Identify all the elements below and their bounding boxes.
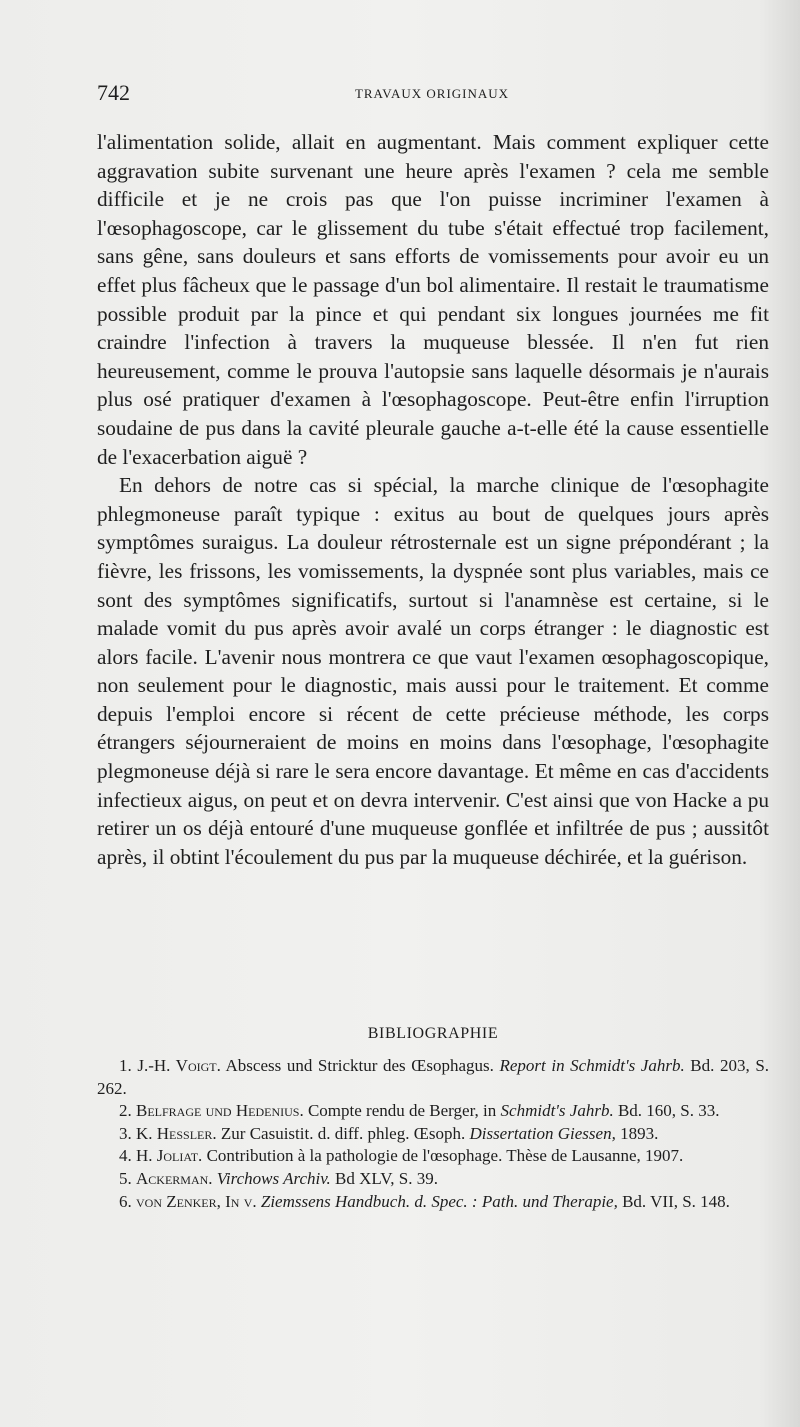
bibliography-list xyxy=(97,1055,769,1213)
bibliography-item xyxy=(97,1191,769,1214)
bibliography-title: BIBLIOGRAPHIE xyxy=(367,1025,499,1042)
page-header xyxy=(97,80,767,110)
paragraph: En dehors de notre cas si spécial, la marche clinique de l'œsophagite phlegmoneuse paraît typique : exitus au bout de quelques jours après symptômes suraigus. La douleur rétrosternale est un signe prépondérant ; la fièvre, les frissons, les vomissements, la dyspnée sont plus variables, mais ce sont des symptômes significatifs, surtout si l'anamnèse est certaine, si le malade vomit du pus après avoir avalé un corps étranger : le diagnostic est alors facile. L'avenir nous montrera ce que vaut l'examen œsophagoscopique, non seulement pour le diagnostic, mais aussi pour le traitement. Et comme depuis l'emploi encore si récent de cette précieuse méthode, les corps étrangers séjourneraient de moins en moins dans l'œsophage, l'œsophagite plegmoneuse déjà si rare le sera encore davantage. Et même en cas d'accidents infectieux aigus, on peut et on devra intervenir. C'est ainsi que von Hacke a pu retirer un os déjà entouré d'une muqueuse gonflée et infiltrée de pus ; aussitôt après, il obtint l'écoulement du pus par la muqueuse déchirée, et la guérison. xyxy=(97,473,769,869)
ref-author: H. Joliat. xyxy=(136,1146,203,1166)
body-text xyxy=(97,128,769,871)
ref-number: 3. xyxy=(119,1123,132,1143)
bibliography-item xyxy=(97,1145,769,1168)
ref-text: Abscess und Stricktur des Œsophagus. xyxy=(225,1056,494,1075)
ref-author: J.-H. Voigt. xyxy=(137,1056,221,1075)
bibliography-item xyxy=(97,1168,769,1191)
ref-source: Dissertation Giessen, xyxy=(469,1123,616,1143)
ref-text: Compte rendu de Berger, in xyxy=(307,1101,497,1121)
ref-details: 1893. xyxy=(620,1123,659,1143)
bibliography-item xyxy=(97,1123,769,1146)
running-title: TRAVAUX ORIGINAUX xyxy=(354,86,510,101)
bibliography-item xyxy=(97,1100,769,1123)
bibliography-item xyxy=(97,1055,769,1100)
ref-details: Bd. 160, S. 33. xyxy=(617,1101,720,1121)
ref-number: 6. xyxy=(119,1191,132,1211)
ref-author: Ackerman. xyxy=(136,1168,213,1188)
ref-source: Ziemssens Handbuch. d. Spec. : Path. und Therapie, xyxy=(260,1191,618,1211)
ref-number: 2. xyxy=(119,1101,132,1121)
ref-author: K. Hessler. xyxy=(136,1123,217,1143)
page-number: 742 xyxy=(97,80,130,105)
ref-source: Report in Schmidt's Jahrb. xyxy=(499,1056,685,1075)
ref-details: Bd. 203, S. 262. xyxy=(97,1056,770,1098)
paragraph: l'alimentation solide, allait en augmentant. Mais comment expliquer cette aggravation subite survenant une heure après l'examen ? cela me semble difficile et je ne crois pas que l'on puisse incriminer l'examen à l'œsophagoscope, car le glissement du tube s'était effectué trop facilement, sans gêne, sans douleurs et sans efforts de vomissements pour avoir eu un effet plus fâcheux que le passage d'un bol alimentaire. Il restait le traumatisme possible produit par la pince et qui pendant six longues journées me fit craindre l'infection à travers la muqueuse blessée. Il n'en fut rien heureusement, comme le prouva l'autopsie sans laquelle désormais je n'aurais plus osé pratiquer d'examen à l'œsophagoscope. Peut-être enfin l'irruption soudaine de pus dans la cavité pleurale gauche a-t-elle été la cause essentielle de l'exacerbation aiguë ? xyxy=(97,130,769,469)
ref-author: von Zenker, In v. xyxy=(136,1191,257,1211)
ref-text: Zur Casuistit. d. diff. phleg. Œsoph. xyxy=(220,1123,466,1143)
ref-text: Contribution à la pathologie de l'œsophage. Thèse de Lausanne, 1907. xyxy=(206,1146,684,1166)
ref-number: 5. xyxy=(119,1168,132,1188)
ref-source: Virchows Archiv. xyxy=(216,1168,331,1188)
ref-details: Bd XLV, S. 39. xyxy=(335,1168,438,1188)
ref-number: 4. xyxy=(119,1146,132,1166)
ref-author: Belfrage und Hedenius. xyxy=(136,1101,304,1121)
ref-number: 1. xyxy=(119,1056,132,1075)
ref-details: Bd. VII, S. 148. xyxy=(622,1191,730,1211)
ref-source: Schmidt's Jahrb. xyxy=(500,1101,614,1121)
